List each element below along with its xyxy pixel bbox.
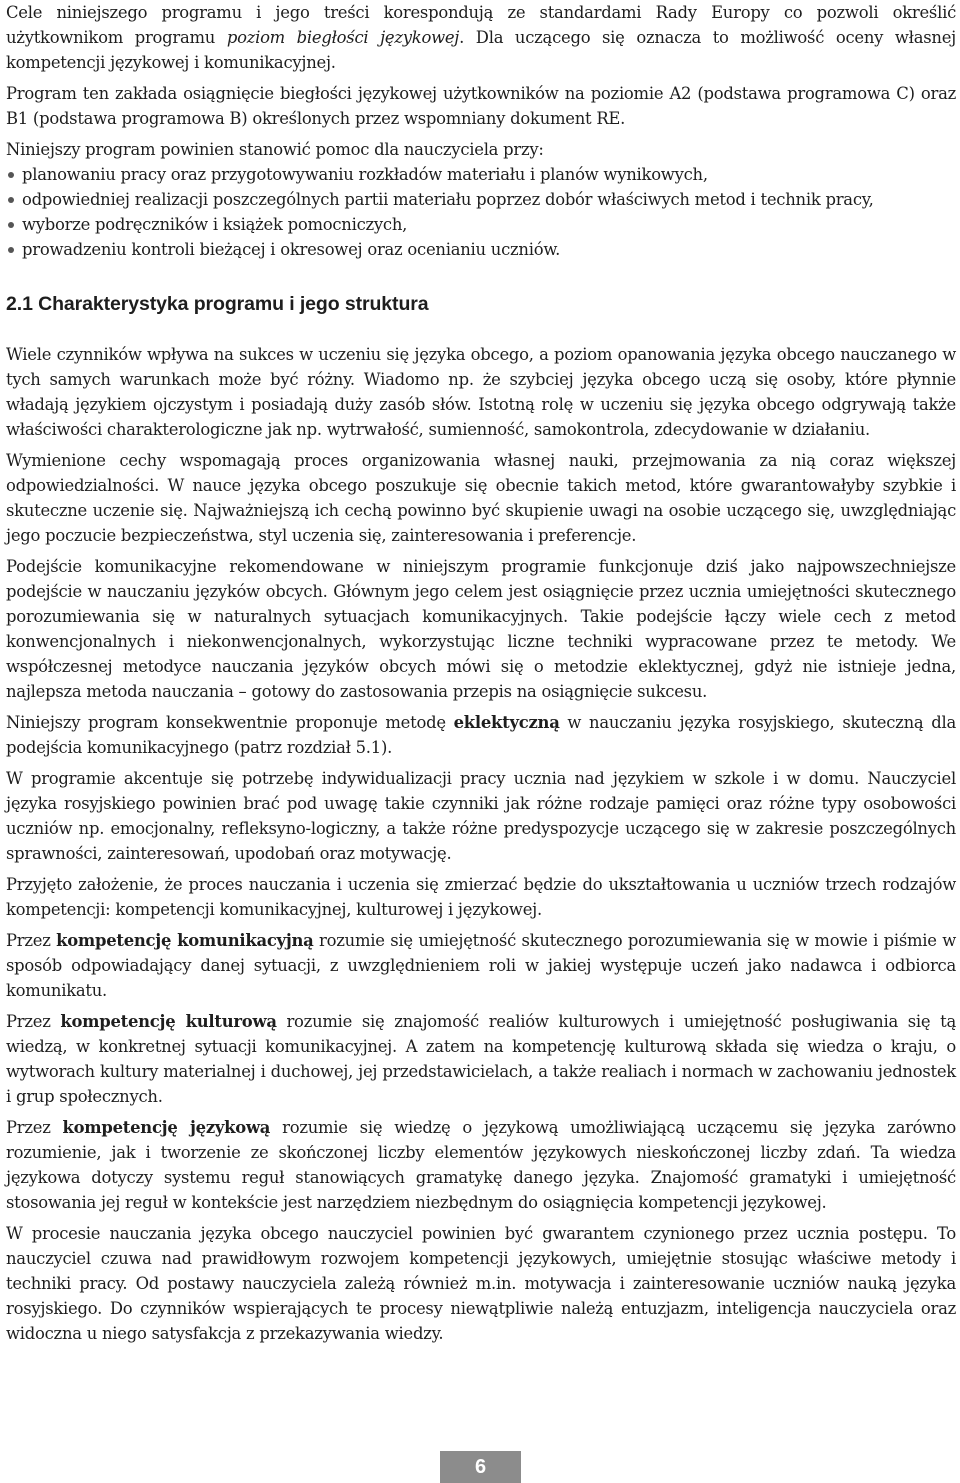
paragraph: Wymienione cechy wspomagają proces organizowania własnej nauki, przejmowania za nią coraz większej odpowiedzialności. W nauce języka obcego poszukuje się obecnie takich metod, które gwarantowałyby szybkie i skuteczne uczenie się. Najważniejszą ich cechą powinno być skupienie uwagi na osobie uczącego się, uwzględniając jego poczucie bezpieczeństwa, styl uczenia się, zainteresowania i preferencje. [6,451,956,545]
text-segment: Przez [6,1012,61,1031]
paragraph: W programie akcentuje się potrzebę indywidualizacji pracy ucznia nad językiem w szkole i w domu. Nauczyciel języka rosyjskiego powinien brać pod uwagę takie czynniki jak różne rodzaje pamięci oraz różne typy osobowości uczniów np. emocjonalny, refleksyno-logiczny, a także różne predyspozycje uczącego się w zakresie poszczególnych sprawności, zainteresowań, upodobań oraz motywację. [6,769,956,863]
paragraph: W procesie nauczania języka obcego nauczyciel powinien być gwarantem czynionego przez ucznia postępu. To nauczyciel czuwa nad prawidłowym rozwojem kompetencji językowych, umiejętnie stosując właściwe metody i techniki pracy. Od postawy nauczyciela zależą również m.in. motywacja i zainteresowanie uczniów nauką języka rosyjskiego. Do czynników wspierających te procesy niewątpliwie należą entuzjazm, inteligencja nauczyciela oraz widoczna u niego satysfakcja z przekazywania wiedzy. [6,1224,956,1343]
text-segment: rozumie się znajomość realiów kulturowych i umiejętność posługiwania się tą wiedzą, w konkretnej sytuacji komunikacyjnej. A zatem na kompetencję kulturową składa się wiedza o kraju, o wytworach kultury materialnej i duchowej, jej przedstawicielach, a także realiach i normach w zachowaniu jednostek i grup społecznych. [6,1012,956,1106]
text-segment: rozumie się wiedzę o językową umożliwiającą uczącemu się języka zarówno rozumienie, jak i tworzenie ze skończonej liczby elementów językowych nieskończonej liczby zdań. Ta wiedza językowa dotyczy systemu reguł stanowiących gramatykę danego języka. Znajomość gramatyki i umiejętność stosowania jej reguł w kontekście jest narzędziem niezbędnym do osiągnięcia kompetencji językowej. [6,1118,956,1212]
list-item: prowadzeniu kontroli bieżącej i okresowej oraz ocenianiu uczniów. [6,237,956,262]
text-segment: . Dla uczącego się oznacza to możliwość oceny własnej kompetencji językowej i komunikacyjnej. [6,28,956,72]
teacher-aid-list [6,162,956,262]
list-item: wyborze podręczników i książek pomocniczych, [6,212,956,237]
intro-paragraph-purpose: Niniejszy program powinien stanowić pomoc dla nauczyciela przy: [6,140,544,159]
intro-paragraph-levels: Program ten zakłada osiągnięcie biegłości językowej użytkowników na poziomie A2 (podstawa programowa C) oraz B1 (podstawa programowa B) określonych przez wspomniany dokument RE. [6,84,956,128]
list-item: planowaniu pracy oraz przygotowywaniu rozkładów materiału i planów wynikowych, [6,162,956,187]
bold-term: eklektyczną [453,713,560,732]
intro-paragraph-goals [6,0,956,75]
list-item: odpowiedniej realizacji poszczególnych partii materiału poprzez dobór właściwych metod i technik pracy, [6,187,956,212]
text-segment: Przez [6,931,57,950]
bold-term: kompetencję językową [62,1118,271,1137]
text-segment: Niniejszy program konsekwentnie proponuje metodę [6,713,454,732]
paragraph-linguistic-competence [6,1115,956,1215]
paragraph: Podejście komunikacyjne rekomendowane w niniejszym programie funkcjonuje dziś jako najpowszechniejsze podejście w nauczaniu języków obcych. Głównym jego celem jest osiągnięcie przez ucznia umiejętności skutecznego porozumiewania się w naturalnych sytuacjach komunikacyjnych. Takie podejście łączy wiele cech z metod konwencjonalnych i niekonwencjonalnych, wykorzystując liczne techniki wypracowane przez te metody. We współczesnej metodyce nauczania języków obcych mówi się o metodzie eklektycznej, gdyż nie istnieje jedna, najlepsza metoda nauczania – gotowy do zastosowania przepis na osiągnięcie sukcesu. [6,557,956,701]
section-heading: 2.1 Charakterystyka programu i jego struktura [6,293,429,315]
text-segment: Przez [6,1118,63,1137]
section-body [6,342,956,1346]
paragraph-cultural-competence [6,1009,956,1109]
bold-term: kompetencję komunikacyjną [56,931,314,950]
paragraph: Wiele czynników wpływa na sukces w uczeniu się języka obcego, a poziom opanowania języka obcego nauczanego w tych samych warunkach może być różny. Wiadomo np. że szybciej języka obcego uczą się osoby, które płynnie władają językiem ojczystym i posiadają duży zasób słów. Istotną rolę w uczeniu się języka obcego odgrywają także właściwości charakterologiczne jak np. wytrwałość, sumienność, samokontrola, zdecydowanie w działaniu. [6,345,956,439]
bold-term: kompetencję kulturową [60,1012,277,1031]
paragraph-eclectic-method [6,710,956,760]
emphasis-text: poziom biegłości językowej [226,28,460,47]
paragraph-communicative-competence [6,928,956,1003]
text-segment: w nauczaniu języka rosyjskiego, skuteczną dla podejścia komunikacyjnego (patrz rozdział 5.1). [6,713,956,757]
text-segment: Cele niniejszego programu i jego treści korespondują ze standardami Rady Europy co pozwoli określić użytkownikom programu [6,3,956,47]
document-page [6,0,956,1352]
text-segment: rozumie się umiejętność skutecznego porozumiewania się w mowie i piśmie w sposób odpowiadający danej sytuacji, z uwzględnieniem roli w jakiej występuje uczeń jako nadawca i odbiorca komunikatu. [6,931,957,1000]
paragraph: Przyjęto założenie, że proces nauczania i uczenia się zmierzać będzie do ukształtowania u uczniów trzech rodzajów kompetencji: kompetencji komunikacyjnej, kulturowej i językowej. [6,875,956,919]
intro-section [6,0,956,262]
page-number-badge: 6 [440,1451,521,1483]
